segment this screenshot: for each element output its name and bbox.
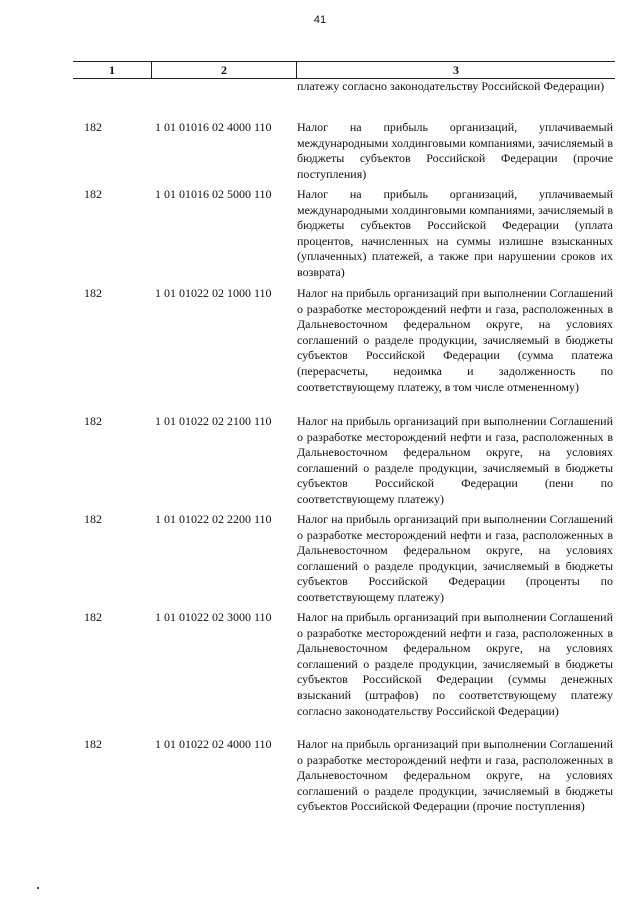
row-description: Налог на прибыль организаций при выполнении Соглашений о разработке месторождений нефти и газа, расположенных в Дальневосточном федеральном округе, на условиях соглашений о разделе продукции, зачисляемый в бюджеты субъектов Российской Федерации (суммы денежных взысканий (штрафов) по соответствующему платежу согласно законодательству Российской Федерации) bbox=[297, 610, 613, 718]
admin-code: 182 bbox=[84, 286, 102, 300]
page-number: 41 bbox=[313, 14, 327, 26]
row-description: Налог на прибыль организаций, уплачиваемый международными холдинговыми компаниями, зачисляемый в бюджеты субъектов Российской Федерации (прочие поступления) bbox=[297, 120, 613, 181]
budget-code: 1 01 01022 02 4000 110 bbox=[155, 737, 272, 751]
scan-speck bbox=[37, 887, 39, 889]
budget-code: 1 01 01016 02 5000 110 bbox=[155, 187, 272, 201]
budget-code: 1 01 01022 02 2100 110 bbox=[155, 414, 272, 428]
budget-code: 1 01 01022 02 3000 110 bbox=[155, 610, 272, 624]
header-col-3: 3 bbox=[453, 63, 459, 77]
row-description: Налог на прибыль организаций при выполнении Соглашений о разработке месторождений нефти и газа, расположенных в Дальневосточном федеральном округе, на условиях соглашений о разделе продукции, зачисляемый в бюджеты субъектов Российской Федерации (прочие поступления) bbox=[297, 737, 613, 814]
header-col-1: 1 bbox=[73, 62, 152, 78]
admin-code: 182 bbox=[84, 610, 102, 624]
budget-code: 1 01 01016 02 4000 110 bbox=[155, 120, 272, 134]
row-description: Налог на прибыль организаций, уплачиваемый международными холдинговыми компаниями, зачисляемый в бюджеты субъектов Российской Федерации (уплата процентов, начисленных на суммы излишне взысканных (уплаченных) платежей, а также при нарушении сроков их возврата) bbox=[297, 187, 613, 279]
table-header bbox=[73, 61, 615, 79]
continuation-text: платежу согласно законодательству Российской Федерации) bbox=[297, 79, 605, 93]
budget-code: 1 01 01022 02 2200 110 bbox=[155, 512, 272, 526]
admin-code: 182 bbox=[84, 512, 102, 526]
header-col-2: 2 bbox=[152, 62, 297, 78]
admin-code: 182 bbox=[84, 120, 102, 134]
admin-code: 182 bbox=[84, 187, 102, 201]
admin-code: 182 bbox=[84, 737, 102, 751]
row-description: Налог на прибыль организаций при выполнении Соглашений о разработке месторождений нефти и газа, расположенных в Дальневосточном федеральном округе, на условиях соглашений о разделе продукции, зачисляемый в бюджеты субъектов Российской Федерации (сумма платежа (перерасчеты, недоимка и задолженность по соответствующему платежу, в том числе отмененному) bbox=[297, 286, 613, 394]
admin-code: 182 bbox=[84, 414, 102, 428]
budget-code: 1 01 01022 02 1000 110 bbox=[155, 286, 272, 300]
row-description: Налог на прибыль организаций при выполнении Соглашений о разработке месторождений нефти и газа, расположенных в Дальневосточном федеральном округе, на условиях соглашений о разделе продукции, зачисляемый в бюджеты субъектов Российской Федерации (пени по соответствующему платежу) bbox=[297, 414, 613, 506]
row-description: Налог на прибыль организаций при выполнении Соглашений о разработке месторождений нефти и газа, расположенных в Дальневосточном федеральном округе, на условиях соглашений о разделе продукции, зачисляемый в бюджеты субъектов Российской Федерации (проценты по соответствующему платежу) bbox=[297, 512, 613, 604]
